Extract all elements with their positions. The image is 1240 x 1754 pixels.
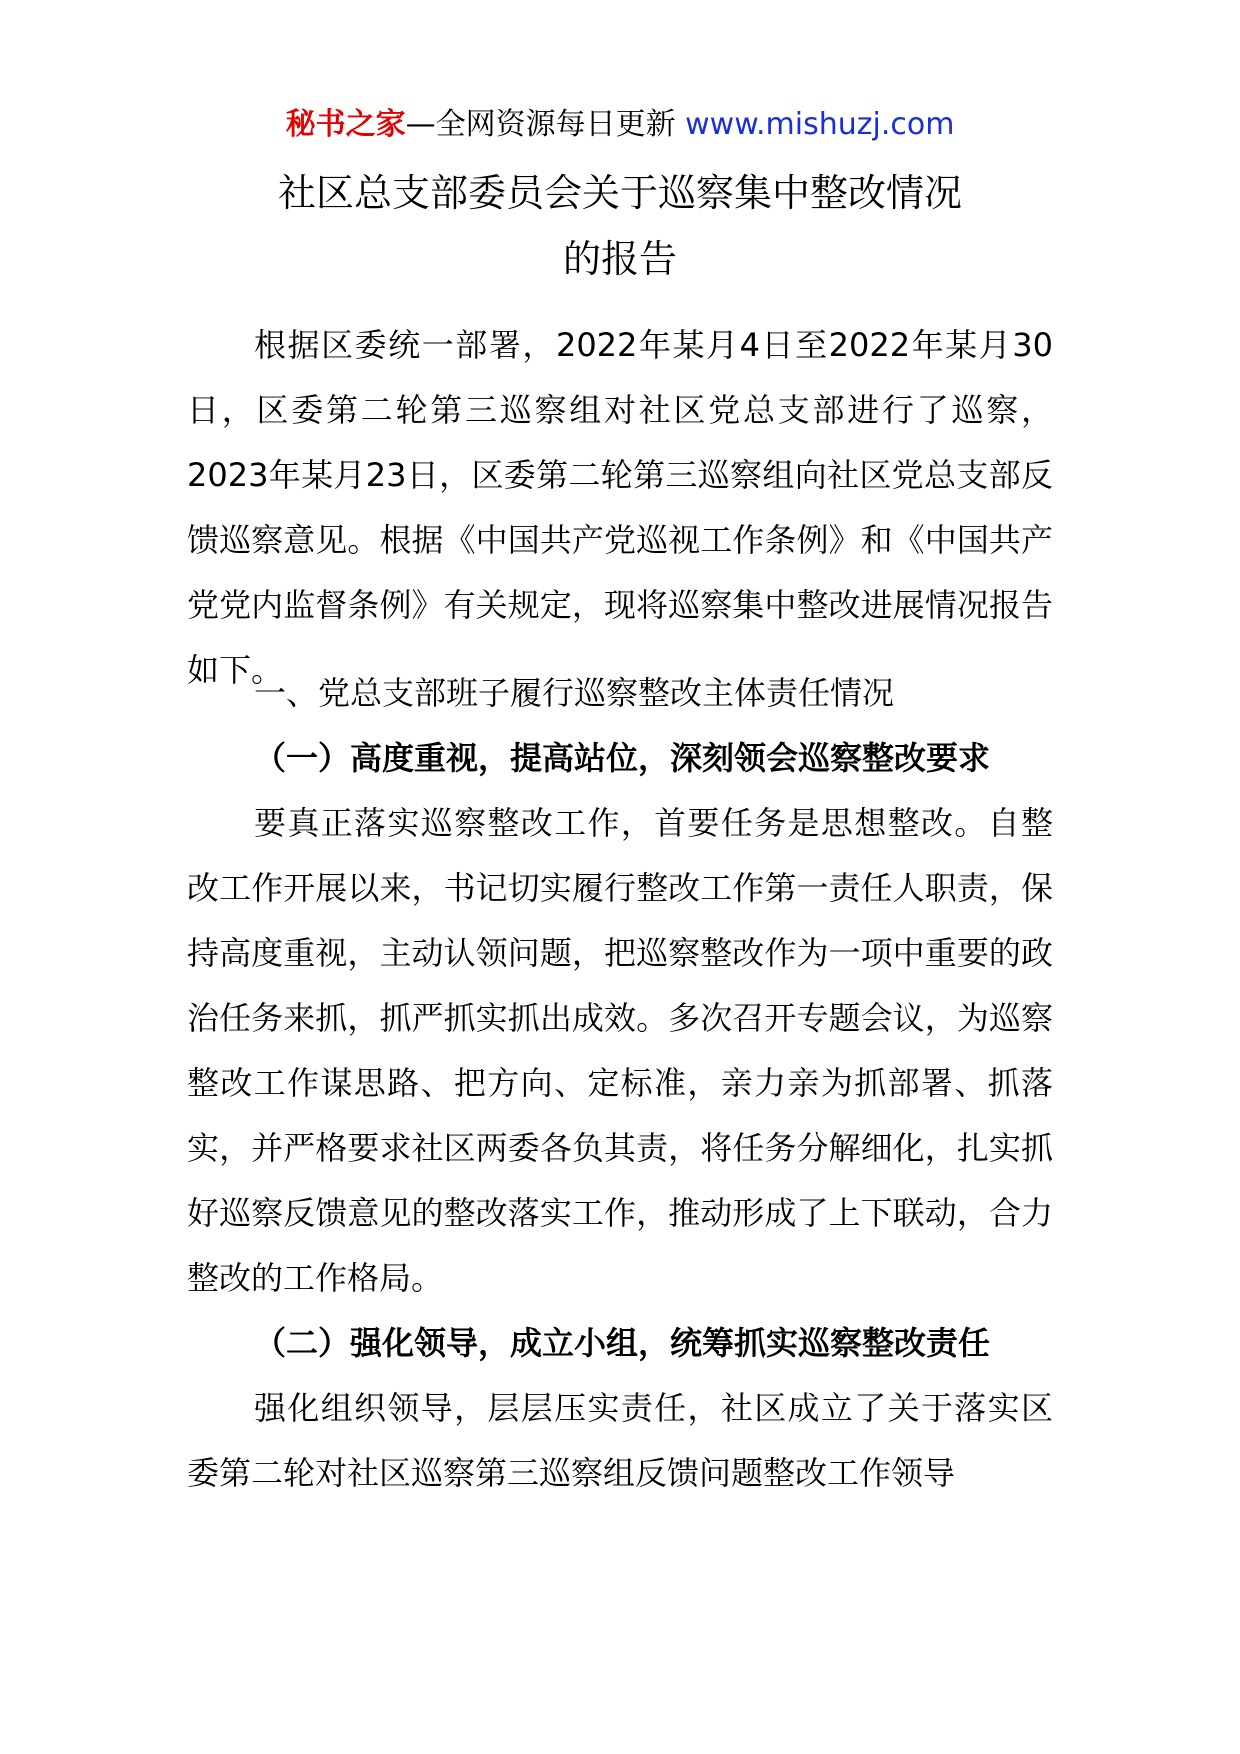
site-url-link[interactable]: www.mishuzj.com [685, 107, 955, 142]
subsection-1-paragraph: 要真正落实巡察整改工作，首要任务是思想整改。自整改工作开展以来，书记切实履行整改工作第一责任人职责，保持高度重视，主动认领问题，把巡察整改作为一项中重要的政治任务来抓，抓严抓实抓出成效。多次召开专题会议，为巡察整改工作谋思路、把方向、定标准，亲力亲为抓部署、抓落实，并严格要求社区两委各负其责，将任务分解细化，扎实抓好巡察反馈意见的整改落实工作，推动形成了上下联动，合力整改的工作格局。 [187, 804, 1053, 1297]
subsection-2-heading: （二）强化领导，成立小组，统筹抓实巡察整改责任 [254, 1324, 991, 1362]
section-1-heading: 一、党总支部班子履行巡察整改主体责任情况 [254, 674, 895, 712]
header-tagline: —全网资源每日更新 [405, 107, 676, 142]
document-title-line-2: 的报告 [562, 237, 677, 281]
brand-name: 秘书之家 [285, 107, 406, 142]
intro-block [187, 313, 1053, 703]
intro-paragraph: 根据区委统一部署，2022年某月4日至2022年某月30日，区委第二轮第三巡察组对社区党总支部进行了巡察，2023年某月23日，区委第二轮第三巡察组向社区党总支部反馈巡察意见。根据《中国共产党巡视工作条例》和《中国共产党党内监督条例》有关规定，现将巡察集中整改进展情况报告如下。 [187, 326, 1053, 689]
subsection-2-paragraph: 强化组织领导，层层压实责任，社区成立了关于落实区委第二轮对社区巡察第三巡察组反馈问题整改工作领导 [187, 1389, 1053, 1492]
document-title-line-1: 社区总支部委员会关于巡察集中整改情况 [277, 171, 962, 215]
subsection-1-heading: （一）高度重视，提高站位，深刻领会巡察整改要求 [254, 739, 991, 777]
site-header [0, 103, 1240, 147]
section-1-block [187, 661, 1053, 1506]
